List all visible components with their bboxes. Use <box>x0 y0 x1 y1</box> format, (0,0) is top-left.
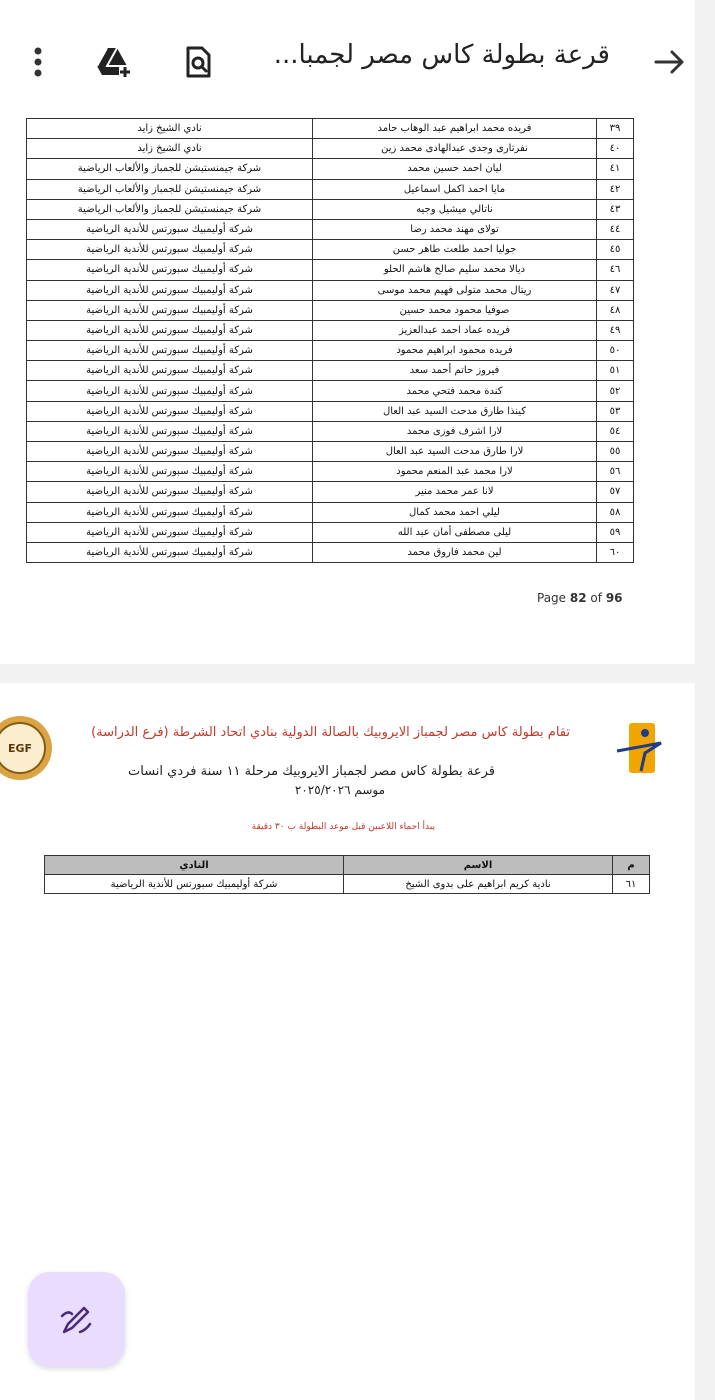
table-row <box>27 240 634 260</box>
row-club: شركة أوليمبيك سبورتس للأندية الرياضية <box>27 522 313 542</box>
table-row <box>27 381 634 401</box>
table-row <box>27 119 634 139</box>
row-number: ٣٩ <box>597 119 634 139</box>
row-club: شركة أوليمبيك سبورتس للأندية الرياضية <box>27 361 313 381</box>
header-subtitle: قرعة بطولة كاس مصر لجمباز الايروبيك مرحلة ١١ سنة فردي انسات <box>128 764 495 779</box>
row-number: ٤٣ <box>597 199 634 219</box>
more-vert-icon[interactable] <box>18 42 58 82</box>
table-row <box>27 320 634 340</box>
row-club: شركة أوليمبيك سبورتس للأندية الرياضية <box>27 381 313 401</box>
col-name-header: الاسم <box>344 856 613 875</box>
page-indicator: Page 82 of 96 <box>537 591 623 605</box>
row-club: شركة أوليمبيك سبورتس للأندية الرياضية <box>27 219 313 239</box>
table-row <box>27 522 634 542</box>
row-number: ٥٨ <box>597 502 634 522</box>
row-number: ٥٤ <box>597 421 634 441</box>
table-row <box>27 139 634 159</box>
row-club: شركة أوليمبيك سبورتس للأندية الرياضية <box>27 320 313 340</box>
table-row <box>27 542 634 562</box>
row-club: شركة جيمنستيشن للجمباز والألعاب الرياضية <box>27 159 313 179</box>
row-name: نفرتارى وجدى عبدالهادى محمد زين <box>313 139 597 159</box>
row-name: لانا عمر محمد منير <box>313 482 597 502</box>
row-number: ٦٠ <box>597 542 634 562</box>
row-number: ٥٥ <box>597 442 634 462</box>
table-row <box>27 280 634 300</box>
season-label: موسم ٢٠٢٥/٢٠٢٦ <box>294 783 385 797</box>
row-club: نادي الشيخ زايد <box>27 139 313 159</box>
row-name: لين محمد فاروق محمد <box>313 542 597 562</box>
row-number: ٤٥ <box>597 240 634 260</box>
header-red: تقام بطولة كاس مصر لجمباز الايروبيك بالصالة الدولية بنادي اتحاد الشرطة (فرع الدراسة) <box>91 725 570 740</box>
row-number: ٥٩ <box>597 522 634 542</box>
row-club: شركة أوليمبيك سبورتس للأندية الرياضية <box>27 341 313 361</box>
edit-pen-icon <box>58 1302 94 1338</box>
row-number: ٥٠ <box>597 341 634 361</box>
table-row <box>27 199 634 219</box>
row-number: ٤١ <box>597 159 634 179</box>
row-club: شركة أوليمبيك سبورتس للأندية الرياضية <box>27 260 313 280</box>
row-number: ٤٧ <box>597 280 634 300</box>
egf-logo <box>0 713 56 783</box>
row-name: كينذا طارق مدحت السيد عبد العال <box>313 401 597 421</box>
row-number: ٥١ <box>597 361 634 381</box>
table-row <box>27 300 634 320</box>
svg-text:EGF: EGF <box>7 742 33 755</box>
row-name: ليلي احمد محمد كمال <box>313 502 597 522</box>
table-row <box>27 442 634 462</box>
row-name: لارا طارق مدحت السيد عبد العال <box>313 442 597 462</box>
row-name: ريتال محمد متولى فهيم محمد موسى <box>313 280 597 300</box>
row-name: نادية كريم ابراهيم على بدوى الشيخ <box>344 875 613 894</box>
row-name: جوليا احمد طلعت طاهر حسن <box>313 240 597 260</box>
table-row <box>27 159 634 179</box>
table-row <box>27 260 634 280</box>
row-number: ٤٠ <box>597 139 634 159</box>
row-club: شركة أوليمبيك سبورتس للأندية الرياضية <box>27 502 313 522</box>
table-row <box>27 219 634 239</box>
row-club: شركة أوليمبيك سبورتس للأندية الرياضية <box>27 421 313 441</box>
warmup-note: يبدأ احماء اللاعبين قبل موعد البطولة ب ٣٠ دقيقة <box>251 822 435 832</box>
row-number: ٤٤ <box>597 219 634 239</box>
edit-fab-button[interactable] <box>28 1272 125 1367</box>
row-name: ناتالي ميشيل وجيه <box>313 199 597 219</box>
participants-table <box>26 118 634 563</box>
col-club-header: النادي <box>45 856 344 875</box>
top-app-bar <box>0 0 715 118</box>
row-name: فريده عماد احمد عبدالعزيز <box>313 320 597 340</box>
table-row <box>27 502 634 522</box>
participants-table-2 <box>44 855 650 894</box>
row-number: ٤٩ <box>597 320 634 340</box>
table-row <box>27 341 634 361</box>
row-club: شركة أوليمبيك سبورتس للأندية الرياضية <box>27 482 313 502</box>
row-name: كندة محمد فتحي محمد <box>313 381 597 401</box>
row-club: شركة أوليمبيك سبورتس للأندية الرياضية <box>27 462 313 482</box>
row-club: نادي الشيخ زايد <box>27 119 313 139</box>
row-club: شركة جيمنستيشن للجمباز والألعاب الرياضية <box>27 179 313 199</box>
table-row <box>45 875 650 894</box>
row-number: ٤٨ <box>597 300 634 320</box>
row-number: ٤٦ <box>597 260 634 280</box>
drive-add-icon[interactable] <box>93 42 133 82</box>
row-club: شركة أوليمبيك سبورتس للأندية الرياضية <box>27 300 313 320</box>
table-row <box>27 482 634 502</box>
row-club: شركة أوليمبيك سبورتس للأندية الرياضية <box>27 542 313 562</box>
row-club: شركة أوليمبيك سبورتس للأندية الرياضية <box>27 240 313 260</box>
table-row <box>27 179 634 199</box>
row-number: ٤٢ <box>597 179 634 199</box>
row-name: لارا محمد عبد المنعم محمود <box>313 462 597 482</box>
row-name: فيروز حاتم أحمد سعد <box>313 361 597 381</box>
col-num-header: م <box>613 856 650 875</box>
row-club: شركة جيمنستيشن للجمباز والألعاب الرياضية <box>27 199 313 219</box>
federation-logo-icon <box>615 721 663 781</box>
row-name: لارا اشرف فوزى محمد <box>313 421 597 441</box>
row-name: تولاى مهند محمد رضا <box>313 219 597 239</box>
pdf-page-82 <box>0 118 695 664</box>
row-number: ٦١ <box>613 875 650 894</box>
row-name: ليلى مصطفى أمان عبد الله <box>313 522 597 542</box>
row-number: ٥٣ <box>597 401 634 421</box>
row-number: ٥٦ <box>597 462 634 482</box>
scroll-gutter <box>695 0 715 1400</box>
row-name: ليان احمد حسين محمد <box>313 159 597 179</box>
search-doc-icon[interactable] <box>178 42 218 82</box>
row-number: ٥٢ <box>597 381 634 401</box>
table-row <box>27 361 634 381</box>
row-club: شركة أوليمبيك سبورتس للأندية الرياضية <box>27 442 313 462</box>
row-name: ديالا محمد سليم صالح هاشم الحلو <box>313 260 597 280</box>
row-name: مايا احمد اكمل اسماعيل <box>313 179 597 199</box>
table-row <box>27 421 634 441</box>
table-row <box>27 462 634 482</box>
table-row <box>27 401 634 421</box>
row-name: صوفيا محمود محمد حسين <box>313 300 597 320</box>
document-title: قرعة بطولة كاس مصر لجمبا... <box>273 40 610 70</box>
row-club: شركة أوليمبيك سبورتس للأندية الرياضية <box>45 875 344 894</box>
row-club: شركة أوليمبيك سبورتس للأندية الرياضية <box>27 401 313 421</box>
row-number: ٥٧ <box>597 482 634 502</box>
arrow-right-icon[interactable] <box>650 42 690 82</box>
row-club: شركة أوليمبيك سبورتس للأندية الرياضية <box>27 280 313 300</box>
row-name: فريده محمد ابراهيم عبد الوهاب حامد <box>313 119 597 139</box>
table-header-row <box>45 856 650 875</box>
row-name: فريده محمود ابراهيم محمود <box>313 341 597 361</box>
